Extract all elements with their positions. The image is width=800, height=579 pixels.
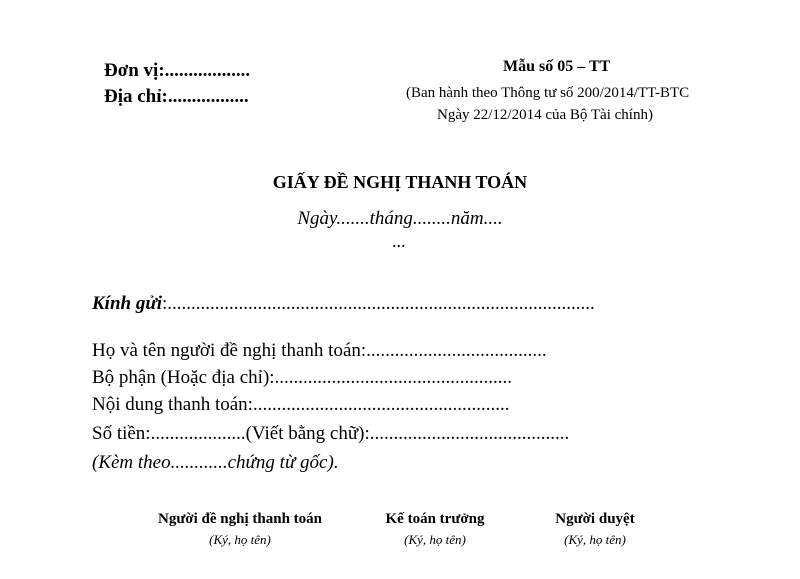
addressee-dots: :.......................................................................................... — [162, 293, 595, 314]
document-title: GIẤY ĐỀ NGHỊ THANH TOÁN — [272, 172, 528, 192]
form-number: Mẫu số 05 – TT — [503, 58, 611, 75]
date-line-continuation: ... — [392, 231, 406, 251]
signature-note: (Ký, họ tên) — [564, 532, 626, 547]
field-payment-content: Nội dung thanh toán:...................................................... — [92, 394, 510, 415]
addressee-line — [92, 293, 595, 315]
signature-block-requester — [140, 511, 340, 548]
signature-role: Người duyệt — [555, 511, 635, 527]
field-department: Bộ phận (Hoặc địa chỉ):.................................................. — [92, 367, 513, 388]
address-label: Địa chỉ:................. — [104, 86, 249, 107]
field-attached-documents: (Kèm theo............chứng từ gốc). — [92, 452, 339, 473]
signature-note: (Ký, họ tên) — [404, 532, 466, 547]
field-requester-name: Họ và tên người đề nghị thanh toán:...................................... — [92, 340, 547, 361]
field-amount: Số tiền:....................(Viết bằng chữ):.......................................... — [92, 423, 570, 444]
signature-role: Người đề nghị thanh toán — [157, 511, 323, 527]
signature-block-chief-accountant — [365, 511, 505, 548]
signature-block-approver — [530, 511, 660, 548]
issued-date: Ngày 22/12/2014 của Bộ Tài chính) — [437, 107, 653, 123]
signature-note: (Ký, họ tên) — [209, 532, 271, 547]
date-line: Ngày.......tháng........năm.... — [297, 208, 503, 229]
issued-by: (Ban hành theo Thông tư số 200/2014/TT-BTC — [406, 85, 690, 101]
unit-label: Đơn vị:.................. — [104, 60, 251, 81]
addressee-label: Kính gửi — [92, 293, 162, 314]
signature-role: Kế toán trưởng — [385, 511, 485, 527]
